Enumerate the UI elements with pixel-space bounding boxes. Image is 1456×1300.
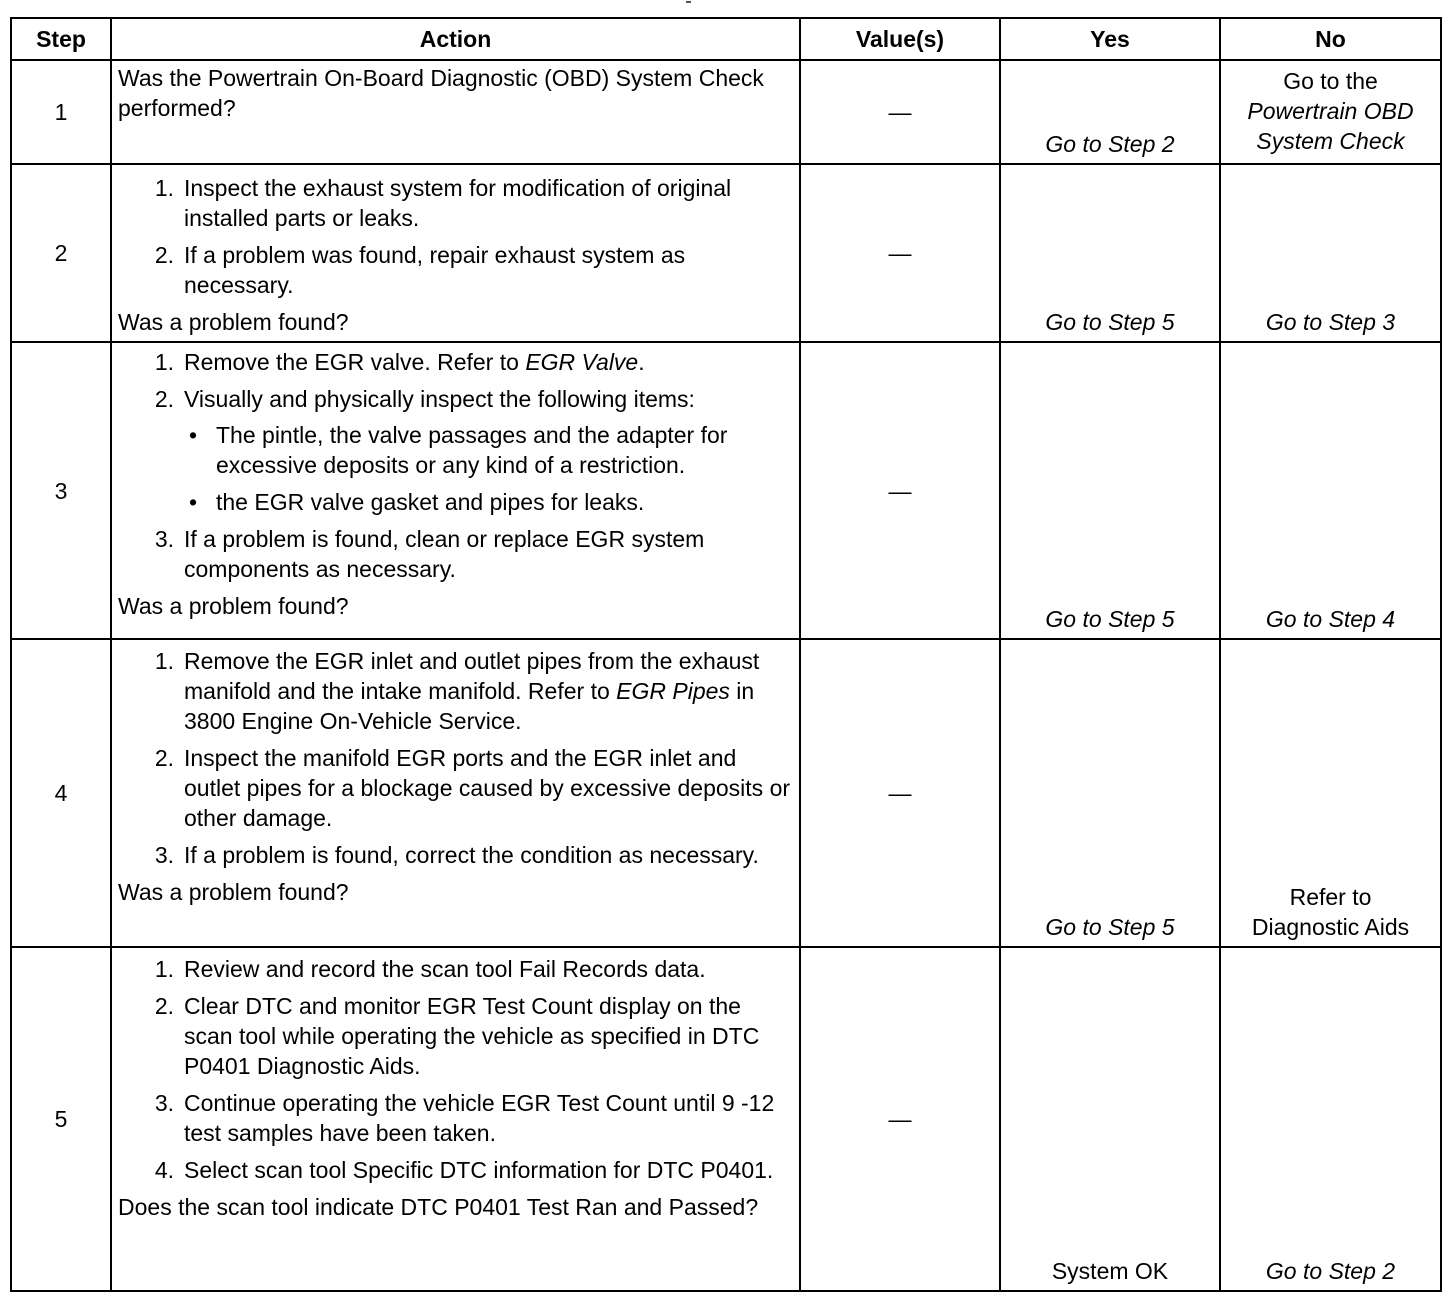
action-item: 2. If a problem was found, repair exhaust system as necessary.	[154, 242, 686, 298]
action-cell	[111, 342, 800, 639]
action-item: 1. Remove the EGR inlet and outlet pipes from the exhaust manifold and the intake manifold. Refer to EGR Pipes in 3800 Engine On-Vehicle Service.	[154, 648, 760, 734]
action-item: 1. Review and record the scan tool Fail Records data.	[154, 956, 706, 982]
action-item: 3. Continue operating the vehicle EGR Test Count until 9 -12 test samples have been taken.	[154, 1090, 775, 1146]
action-item: 1. Remove the EGR valve. Refer to EGR Valve.	[154, 349, 645, 375]
header-values: Value(s)	[800, 18, 1000, 60]
action-cell	[111, 60, 800, 164]
header-step: Step	[11, 18, 111, 60]
bullet-list	[184, 420, 793, 517]
action-text: Was the Powertrain On-Board Diagnostic (OBD) System Check performed?	[118, 65, 764, 121]
yes-cell: Go to Step 5	[1000, 342, 1220, 639]
action-cell	[111, 164, 800, 342]
value-cell: —	[800, 342, 1000, 639]
diagnostic-table	[10, 17, 1442, 1292]
egr-valve-link[interactable]: EGR Valve	[525, 349, 639, 375]
yes-cell: Go to Step 5	[1000, 639, 1220, 947]
action-list	[118, 173, 793, 300]
action-list	[118, 347, 793, 584]
no-cell-line1: Refer to	[1289, 884, 1372, 910]
yes-cell: Go to Step 5	[1000, 164, 1220, 342]
table-row	[11, 639, 1441, 947]
no-cell	[1220, 639, 1441, 947]
no-cell: Go to Step 2	[1220, 947, 1441, 1291]
action-item: 4. Select scan tool Specific DTC information for DTC P0401.	[154, 1157, 774, 1183]
no-cell-line1: Go to the	[1283, 68, 1378, 94]
step-number: 3	[11, 342, 111, 639]
step-number: 1	[11, 60, 111, 164]
value-cell: —	[800, 164, 1000, 342]
action-list	[118, 646, 793, 870]
header-yes: Yes	[1000, 18, 1220, 60]
action-cell	[111, 947, 800, 1291]
table-row	[11, 60, 1441, 164]
action-item: 2. Inspect the manifold EGR ports and the EGR inlet and outlet pipes for a blockage caused by excessive deposits or other damage.	[154, 745, 791, 831]
table-row	[11, 947, 1441, 1291]
no-cell-line2: Diagnostic Aids	[1251, 914, 1410, 940]
action-item: 2. Clear DTC and monitor EGR Test Count display on the scan tool while operating the vehicle as specified in DTC P0401 Diagnostic Aids.	[154, 993, 760, 1079]
no-cell: Go to Step 4	[1220, 342, 1441, 639]
scan-mark	[686, 1, 691, 3]
action-item: 1. Inspect the exhaust system for modification of original installed parts or leaks.	[154, 175, 732, 231]
yes-cell: System OK	[1000, 947, 1220, 1291]
action-question: Was a problem found?	[118, 593, 349, 619]
action-item: 3. If a problem is found, clean or replace EGR system components as necessary.	[154, 526, 705, 582]
table-row	[11, 342, 1441, 639]
table-row	[11, 164, 1441, 342]
action-question: Was a problem found?	[118, 879, 349, 905]
value-cell: —	[800, 60, 1000, 164]
step-number: 4	[11, 639, 111, 947]
action-question: Was a problem found?	[118, 309, 349, 335]
bullet-item: • the EGR valve gasket and pipes for leaks.	[188, 489, 645, 515]
header-action: Action	[111, 18, 800, 60]
action-list	[118, 954, 793, 1185]
action-question: Does the scan tool indicate DTC P0401 Test Ran and Passed?	[118, 1194, 759, 1220]
bullet-item: • The pintle, the valve passages and the adapter for excessive deposits or any kind of a restriction.	[188, 422, 728, 478]
action-item: 3. If a problem is found, correct the condition as necessary.	[154, 842, 759, 868]
step-number: 5	[11, 947, 111, 1291]
step-number: 2	[11, 164, 111, 342]
value-cell: —	[800, 947, 1000, 1291]
yes-cell: Go to Step 2	[1000, 60, 1220, 164]
header-no: No	[1220, 18, 1441, 60]
no-cell	[1220, 60, 1441, 164]
no-cell: Go to Step 3	[1220, 164, 1441, 342]
action-cell	[111, 639, 800, 947]
value-cell: —	[800, 639, 1000, 947]
action-item: 2. Visually and physically inspect the following items: • The pintle, the valve passages and the adapter for excessive deposits or any kind of a restriction. • the EGR valve gasket and pipes for leaks.	[118, 384, 793, 517]
egr-pipes-link[interactable]: EGR Pipes	[616, 678, 730, 704]
no-cell-link: Powertrain OBD System Check	[1247, 98, 1414, 154]
header-row	[11, 18, 1441, 60]
diagnostic-table-container	[10, 17, 1442, 1292]
